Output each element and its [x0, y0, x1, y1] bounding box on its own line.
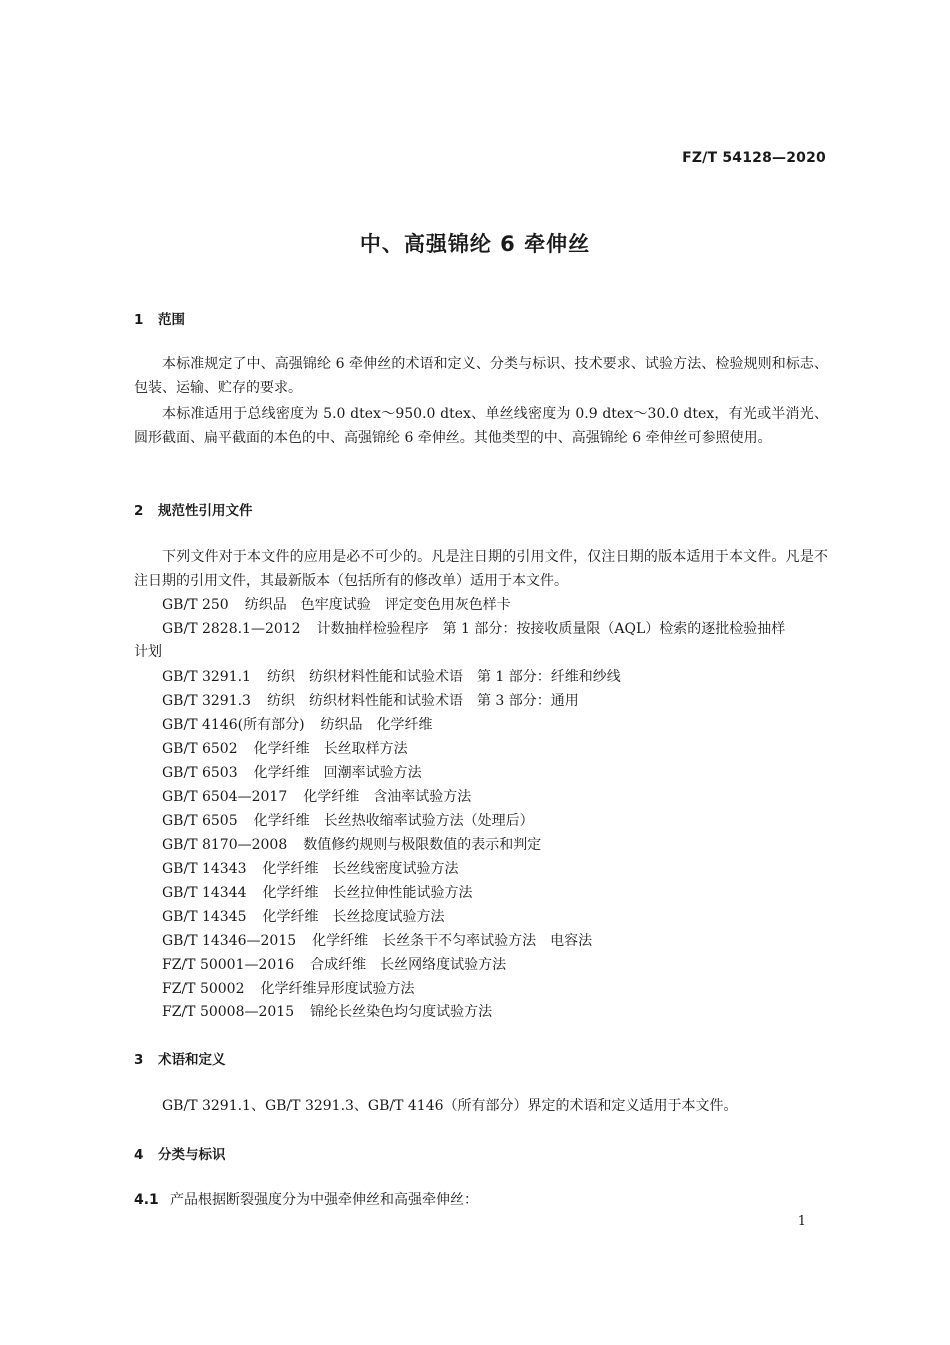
reference-item [162, 1000, 492, 1024]
section-title: 规范性引用文件 [158, 503, 253, 519]
section-1-heading [134, 308, 185, 328]
reference-title: 纺织 纺织材料性能和试验术语 第 1 部分：纤维和纱线 [266, 669, 621, 685]
reference-item [162, 761, 422, 785]
reference-item [162, 713, 433, 737]
reference-item [162, 977, 414, 1001]
reference-title: 纺织品 色牢度试验 评定变色用灰色样卡 [244, 597, 511, 613]
reference-item [162, 833, 541, 857]
reference-continuation: 计划 [134, 644, 162, 660]
reference-title: 纺织 纺织材料性能和试验术语 第 3 部分：通用 [266, 693, 579, 709]
section-number: 3 [134, 1052, 144, 1068]
section-2-heading [134, 499, 253, 519]
section-title: 范围 [158, 312, 185, 328]
standard-code: FZ/T 54128—2020 [682, 150, 826, 166]
reference-code: GB/T 14345 [162, 909, 247, 925]
reference-item [162, 593, 511, 617]
section-2-intro: 下列文件对于本文件的应用是必不可少的。凡是注日期的引用文件，仅注日期的版本适用于本文件。凡是不注日期的引用文件，其最新版本（包括所有的修改单）适用于本文件。 [134, 549, 828, 589]
reference-code: FZ/T 50002 [162, 981, 245, 997]
section-number: 4 [134, 1147, 144, 1163]
clause-text: 产品根据断裂强度分为中强牵伸丝和高强牵伸丝： [170, 1192, 478, 1208]
reference-item [162, 857, 459, 881]
reference-code: GB/T 8170—2008 [162, 837, 288, 853]
reference-item [162, 665, 621, 689]
reference-item [162, 617, 785, 641]
page-number: 1 [797, 1214, 806, 1229]
reference-title: 化学纤维 长丝线密度试验方法 [262, 861, 459, 877]
reference-title: 化学纤维 长丝捻度试验方法 [262, 909, 445, 925]
section-1-paragraph-1: 本标准规定了中、高强锦纶 6 牵伸丝的术语和定义、分类与标识、技术要求、试验方法、检验规则和标志、包装、运输、贮存的要求。 [134, 356, 828, 396]
reference-code: FZ/T 50001—2016 [162, 957, 295, 973]
section-3-text: GB/T 3291.1、GB/T 3291.3、GB/T 4146（所有部分）界定的术语和定义适用于本文件。 [162, 1098, 738, 1114]
reference-code: GB/T 6502 [162, 741, 238, 757]
reference-item [162, 737, 408, 761]
reference-item [162, 881, 473, 905]
reference-item [162, 785, 471, 809]
reference-title: 锦纶长丝染色均匀度试验方法 [310, 1004, 493, 1020]
reference-code: GB/T 14344 [162, 885, 247, 901]
reference-code: GB/T 6504—2017 [162, 789, 288, 805]
reference-code: GB/T 2828.1—2012 [162, 621, 301, 637]
reference-title: 化学纤维 长丝热收缩率试验方法（处理后） [253, 813, 534, 829]
section-4-heading [134, 1143, 226, 1163]
reference-title: 化学纤维 回潮率试验方法 [253, 765, 422, 781]
clause-4-1 [134, 1189, 478, 1209]
reference-code: GB/T 4146(所有部分) [162, 717, 305, 733]
reference-title: 化学纤维 含油率试验方法 [303, 789, 472, 805]
reference-title: 化学纤维 长丝取样方法 [253, 741, 408, 757]
reference-code: GB/T 3291.3 [162, 693, 251, 709]
reference-item [162, 953, 506, 977]
reference-code: GB/T 6505 [162, 813, 238, 829]
section-title: 分类与标识 [158, 1147, 226, 1163]
reference-title: 合成纤维 长丝网络度试验方法 [310, 957, 507, 973]
reference-title: 化学纤维异形度试验方法 [260, 981, 415, 997]
reference-title: 化学纤维 长丝拉伸性能试验方法 [262, 885, 473, 901]
reference-code: GB/T 6503 [162, 765, 238, 781]
reference-code: GB/T 14346—2015 [162, 933, 297, 949]
reference-code: GB/T 250 [162, 597, 229, 613]
reference-code: FZ/T 50008—2015 [162, 1004, 295, 1020]
clause-number: 4.1 [134, 1192, 159, 1208]
reference-item [162, 689, 579, 713]
document-title: 中、高强锦纶 6 牵伸丝 [359, 232, 591, 256]
reference-code: GB/T 14343 [162, 861, 247, 877]
section-title: 术语和定义 [158, 1052, 226, 1068]
reference-title: 数值修约规则与极限数值的表示和判定 [303, 837, 542, 853]
reference-title: 计数抽样检验程序 第 1 部分：按接收质量限（AQL）检索的逐批检验抽样 [316, 621, 786, 637]
reference-title: 纺织品 化学纤维 [320, 717, 433, 733]
reference-item [162, 929, 592, 953]
section-number: 2 [134, 503, 144, 519]
section-3-heading [134, 1048, 226, 1068]
reference-title: 化学纤维 长丝条干不匀率试验方法 电容法 [312, 933, 593, 949]
section-number: 1 [134, 312, 144, 328]
reference-code: GB/T 3291.1 [162, 669, 251, 685]
section-1-paragraph-2: 本标准适用于总线密度为 5.0 dtex～950.0 dtex、单丝线密度为 0.9 dtex～30.0 dtex，有光或半消光、圆形截面、扁平截面的本色的中、高强锦纶 6 牵伸丝。其他类型的中、高强锦纶 6 牵伸丝可参照使用。 [134, 406, 828, 446]
reference-item [162, 905, 445, 929]
reference-item [162, 809, 534, 833]
